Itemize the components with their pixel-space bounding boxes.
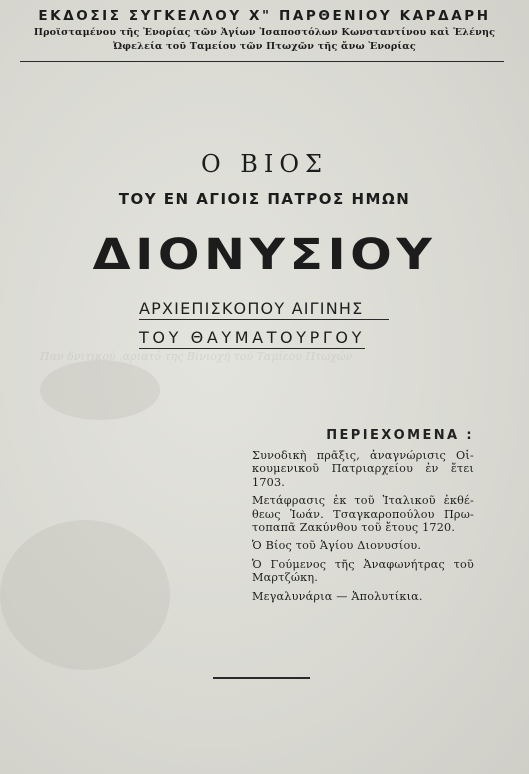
subtitle-thaumaturgos: ΤΟΥ ΘΑΥΜΑΤΟΥΡΓΟΥ (139, 328, 365, 347)
contents-entry: Ὁ Βίος τοῦ Ἁγίου Διονυσίου. (252, 539, 422, 553)
publisher-subline-2: Ὠφελεία τοῦ Ταμείου τῶν Πτωχῶν τῆς ἄνω Ἐνορίας (113, 41, 416, 52)
paper-stain (0, 520, 170, 670)
subtitle-archbishop: ΑΡΧΙΕΠΙΣΚΟΠΟΥ ΑΙΓΙΝΗΣ (139, 299, 389, 320)
publisher-line: ΕΚΔΟΣΙΣ ΣΥΓΚΕΛΛΟΥ Χ" ΠΑΡΘΕΝΙΟΥ ΚΑΡΔΑΡΗ (38, 8, 491, 24)
title-name: ΔΙΟΝΥΣΙΟΥ (92, 229, 437, 280)
contents-entry: Μετάφρασις ἐκ τοῦ Ἰταλικοῦ ἐκθέ-θεως Ἰωάν. Τσαγκαροπούλου Πρω-τοπαπᾶ Ζακύνθου τοῦ ἔτους 1720. (252, 494, 474, 535)
bleed-through-text: Παν δνιτικού ,αριατό της Βίνιοχή τού Ταμίεου Πτωχών (40, 350, 353, 363)
contents-heading: ΠΕΡΙΕΧΟΜΕΝΑ : (326, 428, 474, 443)
paper-stain (40, 360, 160, 420)
title-o-bios: Ο ΒΙΟΣ (200, 150, 329, 178)
title-tou-en-agiois: ΤΟΥ ΕΝ ΑΓΙΟΙΣ ΠΑΤΡΟΣ ΗΜΩΝ (118, 190, 411, 208)
contents-entry: Συνοδικὴ πρᾶξις, ἀναγνώρισις Οἰ-κουμενικοῦ Πατριαρχείου ἐν ἔτει 1703. (252, 449, 474, 489)
top-divider (20, 61, 504, 62)
bottom-divider (213, 677, 310, 679)
contents-block (252, 428, 474, 608)
contents-entry: Μεγαλυνάρια — Ἀπολυτίκια. (252, 589, 423, 603)
contents-entry: Ὁ Γούμενος τῆς Ἀναφωνήτρας τοῦ Μαρτζώκη. (252, 557, 474, 585)
publisher-subline-1: Προϊσταμένου τῆς Ἐνορίας τῶν Ἁγίων Ἰσαποστόλων Κωνσταντίνου καὶ Ἑλένης (33, 27, 496, 38)
